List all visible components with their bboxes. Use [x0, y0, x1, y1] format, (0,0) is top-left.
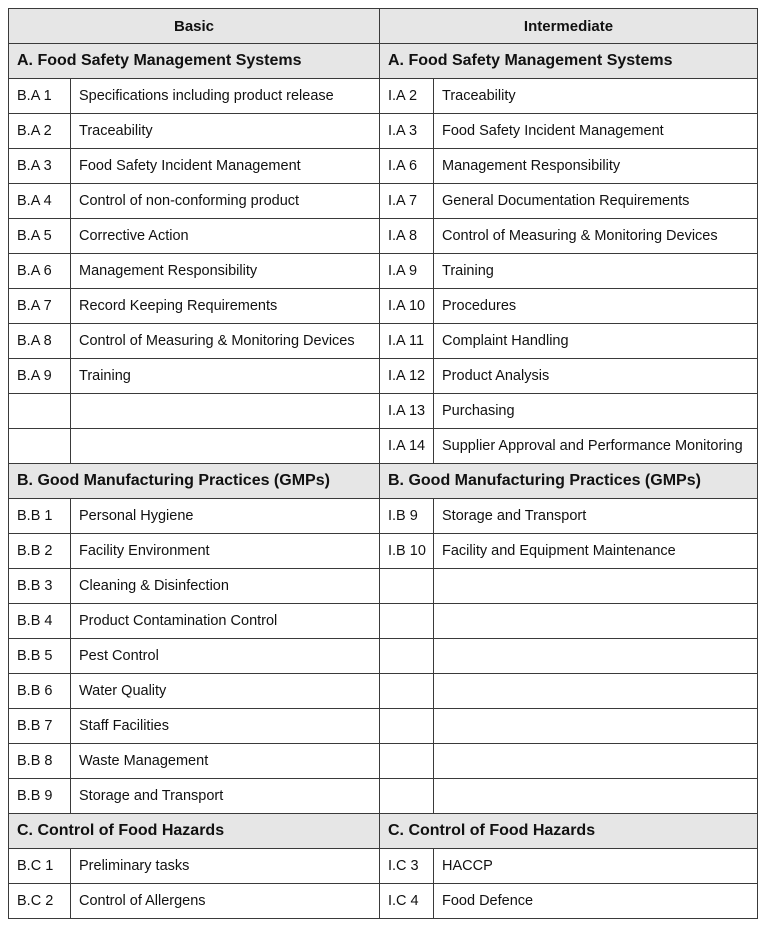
table-row — [9, 184, 758, 219]
intermediate-label: Traceability — [434, 79, 758, 114]
basic-code: B.B 9 — [9, 779, 71, 814]
basic-code: B.A 4 — [9, 184, 71, 219]
basic-code: B.A 5 — [9, 219, 71, 254]
intermediate-label: General Documentation Requirements — [434, 184, 758, 219]
section-title-basic: B. Good Manufacturing Practices (GMPs) — [9, 464, 380, 499]
table-row — [9, 534, 758, 569]
basic-label: Corrective Action — [71, 219, 380, 254]
intermediate-label: Facility and Equipment Maintenance — [434, 534, 758, 569]
intermediate-code: I.A 14 — [380, 429, 434, 464]
table-row — [9, 639, 758, 674]
table-row — [9, 709, 758, 744]
table-row — [9, 324, 758, 359]
intermediate-code: I.A 6 — [380, 149, 434, 184]
table-row — [9, 744, 758, 779]
basic-label: Water Quality — [71, 674, 380, 709]
basic-label: Control of non-conforming product — [71, 184, 380, 219]
column-header-basic: Basic — [9, 9, 380, 44]
section-header-row — [9, 44, 758, 79]
intermediate-label — [434, 779, 758, 814]
intermediate-code — [380, 744, 434, 779]
table-row — [9, 359, 758, 394]
intermediate-label — [434, 744, 758, 779]
basic-label: Control of Measuring & Monitoring Devices — [71, 324, 380, 359]
basic-label: Control of Allergens — [71, 884, 380, 919]
intermediate-code — [380, 639, 434, 674]
intermediate-code: I.C 4 — [380, 884, 434, 919]
basic-label: Personal Hygiene — [71, 499, 380, 534]
basic-label: Record Keeping Requirements — [71, 289, 380, 324]
intermediate-label: Food Safety Incident Management — [434, 114, 758, 149]
basic-code: B.B 1 — [9, 499, 71, 534]
basic-label — [71, 394, 380, 429]
table-row — [9, 429, 758, 464]
basic-label: Management Responsibility — [71, 254, 380, 289]
table-row — [9, 884, 758, 919]
basic-label: Pest Control — [71, 639, 380, 674]
section-title-intermediate: B. Good Manufacturing Practices (GMPs) — [380, 464, 758, 499]
intermediate-code: I.A 2 — [380, 79, 434, 114]
basic-label — [71, 429, 380, 464]
basic-label: Training — [71, 359, 380, 394]
basic-code — [9, 429, 71, 464]
table-row — [9, 149, 758, 184]
intermediate-label: HACCP — [434, 849, 758, 884]
table-row — [9, 849, 758, 884]
basic-code: B.A 2 — [9, 114, 71, 149]
basic-label: Cleaning & Disinfection — [71, 569, 380, 604]
intermediate-code: I.A 12 — [380, 359, 434, 394]
intermediate-code: I.A 13 — [380, 394, 434, 429]
basic-code: B.B 4 — [9, 604, 71, 639]
table-row — [9, 604, 758, 639]
basic-code: B.B 6 — [9, 674, 71, 709]
intermediate-code: I.A 8 — [380, 219, 434, 254]
section-header-row — [9, 464, 758, 499]
intermediate-label — [434, 709, 758, 744]
basic-code: B.A 6 — [9, 254, 71, 289]
intermediate-label — [434, 639, 758, 674]
section-title-intermediate: A. Food Safety Management Systems — [380, 44, 758, 79]
intermediate-code: I.A 7 — [380, 184, 434, 219]
intermediate-code: I.A 3 — [380, 114, 434, 149]
basic-code: B.B 8 — [9, 744, 71, 779]
table-row — [9, 779, 758, 814]
table-row — [9, 114, 758, 149]
column-header-intermediate: Intermediate — [380, 9, 758, 44]
section-title-intermediate: C. Control of Food Hazards — [380, 814, 758, 849]
intermediate-label: Control of Measuring & Monitoring Devices — [434, 219, 758, 254]
table-row — [9, 674, 758, 709]
intermediate-code: I.B 9 — [380, 499, 434, 534]
basic-code: B.A 8 — [9, 324, 71, 359]
basic-code: B.A 9 — [9, 359, 71, 394]
intermediate-label: Training — [434, 254, 758, 289]
intermediate-label — [434, 674, 758, 709]
intermediate-label — [434, 569, 758, 604]
intermediate-code: I.A 10 — [380, 289, 434, 324]
basic-code: B.B 5 — [9, 639, 71, 674]
intermediate-label — [434, 604, 758, 639]
table-row — [9, 569, 758, 604]
header-row — [9, 9, 758, 44]
intermediate-code: I.A 11 — [380, 324, 434, 359]
basic-label: Storage and Transport — [71, 779, 380, 814]
basic-label: Product Contamination Control — [71, 604, 380, 639]
intermediate-code: I.C 3 — [380, 849, 434, 884]
basic-label: Food Safety Incident Management — [71, 149, 380, 184]
table-row — [9, 219, 758, 254]
intermediate-code: I.B 10 — [380, 534, 434, 569]
section-header-row — [9, 814, 758, 849]
intermediate-label: Purchasing — [434, 394, 758, 429]
basic-code: B.C 1 — [9, 849, 71, 884]
basic-label: Traceability — [71, 114, 380, 149]
basic-label: Staff Facilities — [71, 709, 380, 744]
table-row — [9, 254, 758, 289]
intermediate-code — [380, 674, 434, 709]
table-row — [9, 289, 758, 324]
intermediate-label: Complaint Handling — [434, 324, 758, 359]
intermediate-label: Management Responsibility — [434, 149, 758, 184]
intermediate-label: Food Defence — [434, 884, 758, 919]
intermediate-code: I.A 9 — [380, 254, 434, 289]
intermediate-code — [380, 569, 434, 604]
intermediate-label: Storage and Transport — [434, 499, 758, 534]
basic-label: Waste Management — [71, 744, 380, 779]
table-row — [9, 79, 758, 114]
intermediate-code — [380, 604, 434, 639]
section-title-basic: C. Control of Food Hazards — [9, 814, 380, 849]
intermediate-code — [380, 709, 434, 744]
basic-code: B.A 1 — [9, 79, 71, 114]
table-row — [9, 394, 758, 429]
intermediate-label: Procedures — [434, 289, 758, 324]
table-row — [9, 499, 758, 534]
basic-code: B.C 2 — [9, 884, 71, 919]
table-body — [9, 9, 758, 919]
basic-code: B.B 2 — [9, 534, 71, 569]
basic-code: B.B 3 — [9, 569, 71, 604]
basic-code — [9, 394, 71, 429]
requirements-table — [8, 8, 758, 919]
section-title-basic: A. Food Safety Management Systems — [9, 44, 380, 79]
basic-label: Facility Environment — [71, 534, 380, 569]
intermediate-label: Product Analysis — [434, 359, 758, 394]
intermediate-label: Supplier Approval and Performance Monitoring — [434, 429, 758, 464]
basic-label: Preliminary tasks — [71, 849, 380, 884]
basic-code: B.A 3 — [9, 149, 71, 184]
basic-label: Specifications including product release — [71, 79, 380, 114]
intermediate-code — [380, 779, 434, 814]
basic-code: B.A 7 — [9, 289, 71, 324]
basic-code: B.B 7 — [9, 709, 71, 744]
